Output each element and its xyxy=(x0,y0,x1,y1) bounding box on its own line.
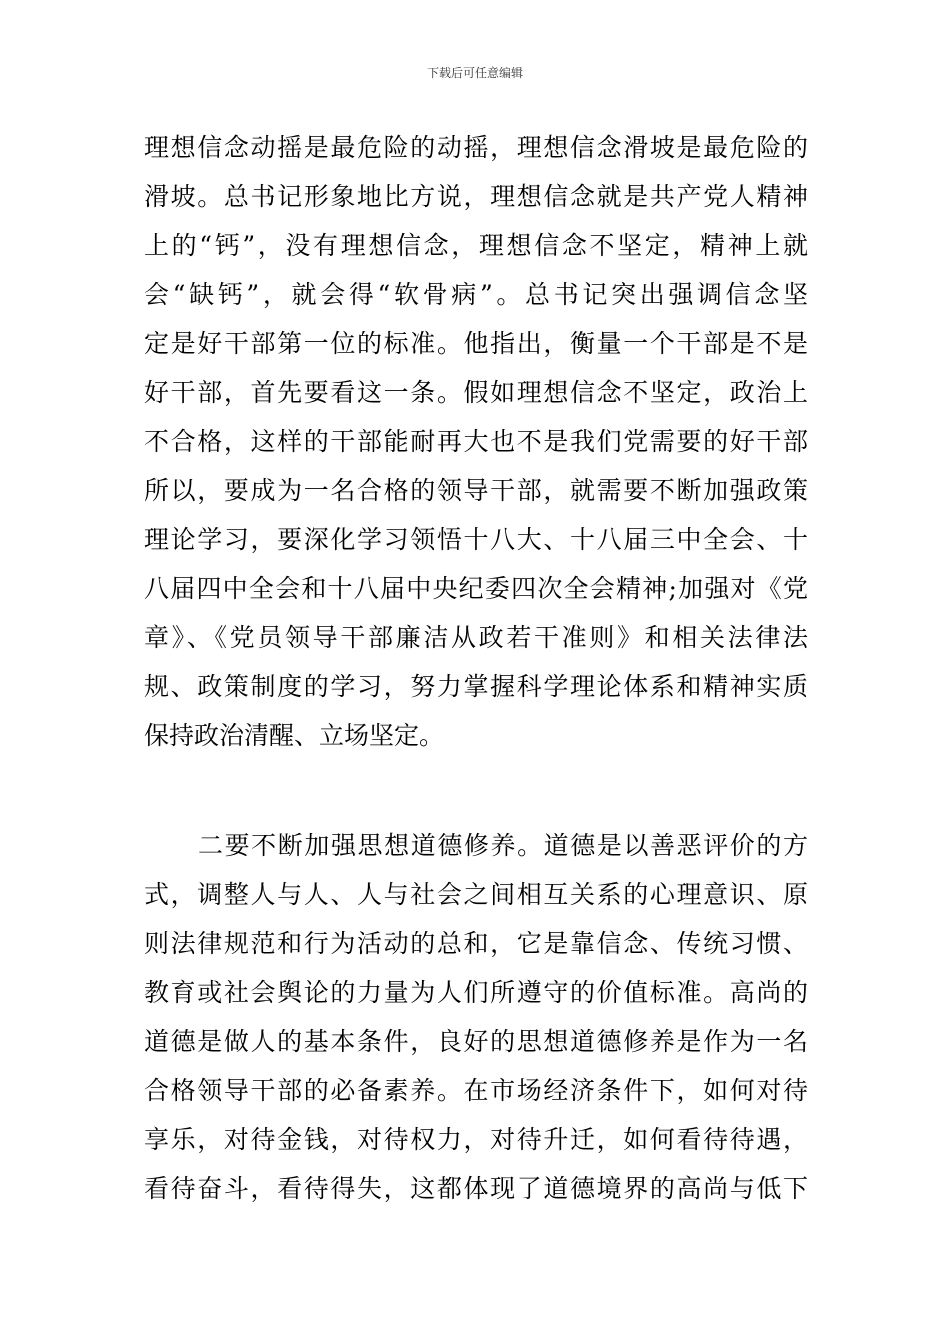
text-line: 则法律规范和行为活动的总和，它是靠信念、传统习惯、 xyxy=(144,929,808,958)
text-line: 好干部，首先要看这一条。假如理想信念不坚定，政治上 xyxy=(144,378,808,407)
text-line: 上的“钙”，没有理想信念，理想信念不坚定，精神上就 xyxy=(144,231,808,260)
text-line: 道德是做人的基本条件，良好的思想道德修养是作为一名 xyxy=(144,1027,808,1056)
text-line: 理论学习，要深化学习领悟十八大、十八届三中全会、十 xyxy=(144,525,808,554)
text-line: 会“缺钙”，就会得“软骨病”。总书记突出强调信念坚 xyxy=(144,280,808,309)
text-line: 定是好干部第一位的标准。他指出，衡量一个干部是不是 xyxy=(144,329,808,358)
text-line: 理想信念动摇是最危险的动摇，理想信念滑坡是最危险的 xyxy=(144,133,808,162)
text-line: 教育或社会舆论的力量为人们所遵守的价值标准。高尚的 xyxy=(144,978,808,1007)
text-line: 二要不断加强思想道德修养。道德是以善恶评价的方 xyxy=(198,831,808,860)
text-line: 享乐，对待金钱，对待权力，对待升迁，如何看待待遇， xyxy=(144,1125,808,1154)
text-line: 所以，要成为一名合格的领导干部，就需要不断加强政策 xyxy=(144,476,808,505)
text-line: 看待奋斗，看待得失，这都体现了道德境界的高尚与低下 xyxy=(144,1174,808,1203)
text-line: 规、政策制度的学习，努力掌握科学理论体系和精神实质 xyxy=(144,672,808,701)
text-line: 滑坡。总书记形象地比方说，理想信念就是共产党人精神 xyxy=(144,182,808,211)
text-line: 八届四中全会和十八届中央纪委四次全会精神;加强对《党 xyxy=(144,574,808,603)
paragraph-moral-cultivation xyxy=(144,821,808,1213)
text-line: 保持政治清醒、立场坚定。 xyxy=(144,721,445,750)
text-line: 章》、《党员领导干部廉洁从政若干准则》和相关法律法 xyxy=(144,623,808,652)
text-line: 式，调整人与人、人与社会之间相互关系的心理意识、原 xyxy=(144,880,808,909)
page-header: 下载后可任意编辑 xyxy=(426,66,523,80)
text-line: 不合格，这样的干部能耐再大也不是我们党需要的好干部 xyxy=(144,427,808,456)
text-line: 合格领导干部的必备素养。在市场经济条件下，如何对待 xyxy=(144,1076,808,1105)
paragraph-ideals-and-beliefs xyxy=(144,123,808,760)
